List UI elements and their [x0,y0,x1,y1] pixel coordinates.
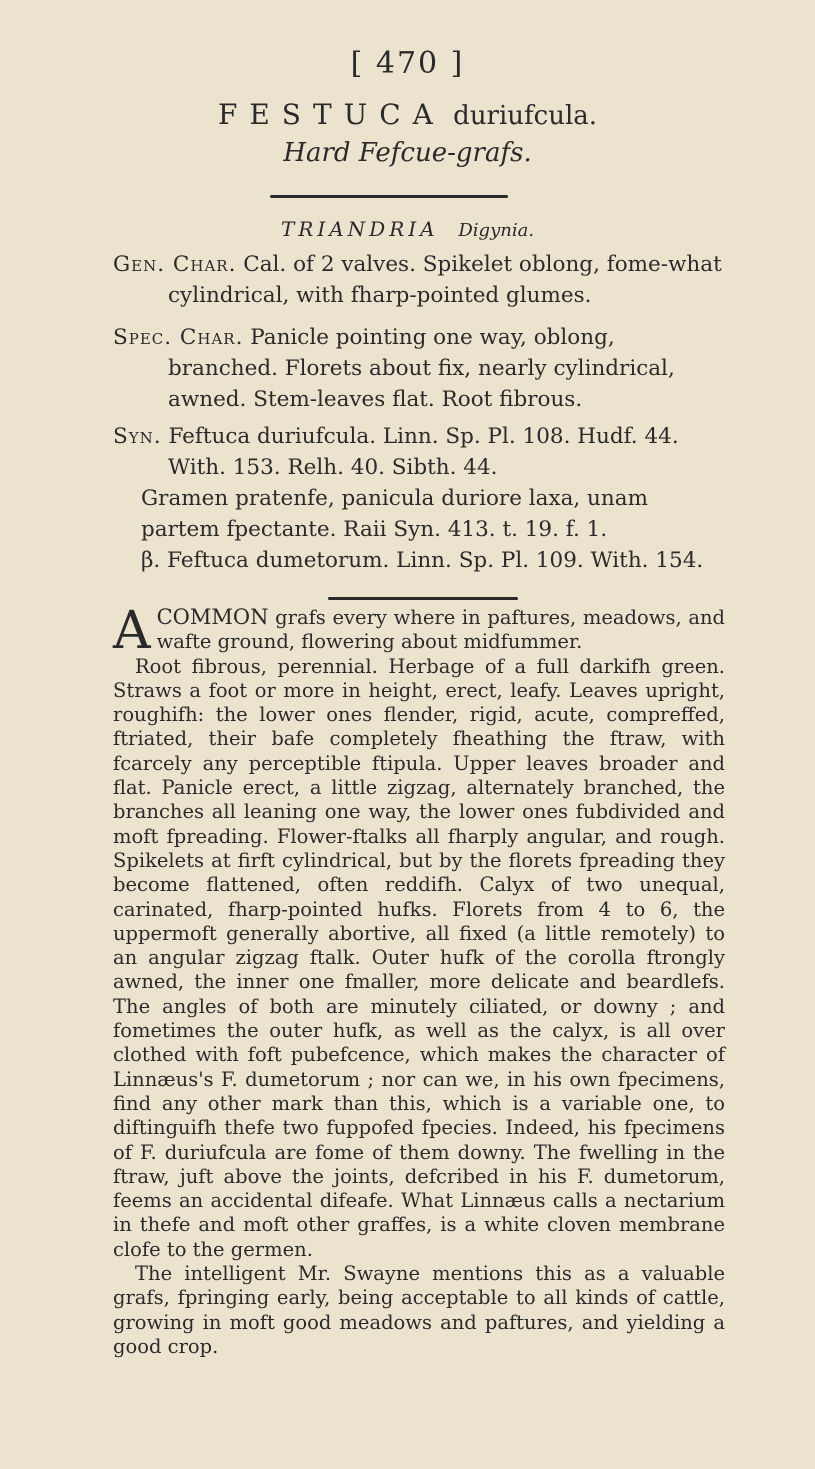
common-name: Hard Fefcue-grafs. [283,138,532,168]
species-name: duriufcula. [453,101,598,131]
generic-character-label: Gen. Char. [113,252,237,277]
specific-character-text: Panicle pointing one way, oblong, branched. Florets about fix, nearly cylindrical, awned. Stem-leaves flat. Root fibrous. [168,325,675,412]
genus-name: FESTUCA [217,98,445,131]
description-text [113,601,725,1359]
synonym-line-1: Feftuca duriufcula. Linn. Sp. Pl. 108. Hudf. 44. With. 153. Relh. 40. Sibth. 44. [168,424,679,480]
specific-character [113,322,723,415]
divider-rule [328,597,518,600]
generic-character-text: Cal. of 2 valves. Spikelet oblong, fome-what cylindrical, with fharp-pointed glumes. [168,252,722,308]
order-name: Digynia. [458,220,535,241]
divider-rule [270,195,508,198]
paragraph: The intelligent Mr. Swayne mentions this as a valuable grafs, fpringing early, being acceptable to all kinds of cattle, growing in moft good meadows and paftures, and yielding a good crop. [113,1262,725,1358]
synonyms-label: Syn. [113,424,162,449]
lead-word: COMMON [156,605,269,629]
synonym-line-2: Gramen pratenfe, panicula duriore laxa, unam partem fpectante. Raii Syn. 413. t. 19. f. 1. [141,486,648,542]
classification-line [0,217,815,241]
page-title [0,98,815,131]
page-number: [ 470 ] [350,46,465,81]
specific-character-label: Spec. Char. [113,325,244,350]
drop-cap: A [113,601,151,661]
paragraph: Root fibrous, perennial. Herbage of a full darkifh green. Straws a foot or more in height, erect, leafy. Leaves upright, roughifh: the lower ones flender, rigid, acute, compreffed, ftriated, their bafe completely fheathing the ftraw, with fcarcely any perceptible ftipula. Upper leaves broader and flat. Panicle erect, a little zigzag, alternately branched, the branches all leaning one way, the lower ones fubdivided and moft fpreading. Flower-ftalks all fharply angular, and rough. Spikelets at firft cylindrical, but by the florets fpreading they become flattened, often reddifh. Calyx of two unequal, carinated, fharp-pointed hufks. Florets from 4 to 6, the uppermoft generally abortive, all fixed (a little remotely) to an angular zigzag ftalk. Outer hufk of the corolla ftrongly awned, the inner one fmaller, more delicate and beardlefs. The angles of both are minutely ciliated, or downy ; and fometimes the outer hufk, as well as the calyx, is all over clothed with foft pubefcence, which makes the character of Linnæus's F. dumetorum ; nor can we, in his own fpecimens, find any other mark than this, which is a variable one, to diftinguifh thefe two fuppofed fpecies. Indeed, his fpecimens of F. duriufcula are fome of them downy. The fwelling in the ftraw, juft above the joints, defcribed in his F. dumetorum, feems an accidental difeafe. What Linnæus calls a nectarium in thefe and moft other graffes, is a white cloven membrane clofe to the germen. [113,654,725,1261]
synonym-line-3: β. Feftuca dumetorum. Linn. Sp. Pl. 109. With. 154. [141,548,704,573]
paragraph: A COMMON grafs every where in paftures, meadows, and wafte ground, flowering about midfummer. [113,601,725,661]
generic-character [113,249,723,311]
synonyms [113,421,723,576]
class-name: TRIANDRIA [280,217,439,241]
